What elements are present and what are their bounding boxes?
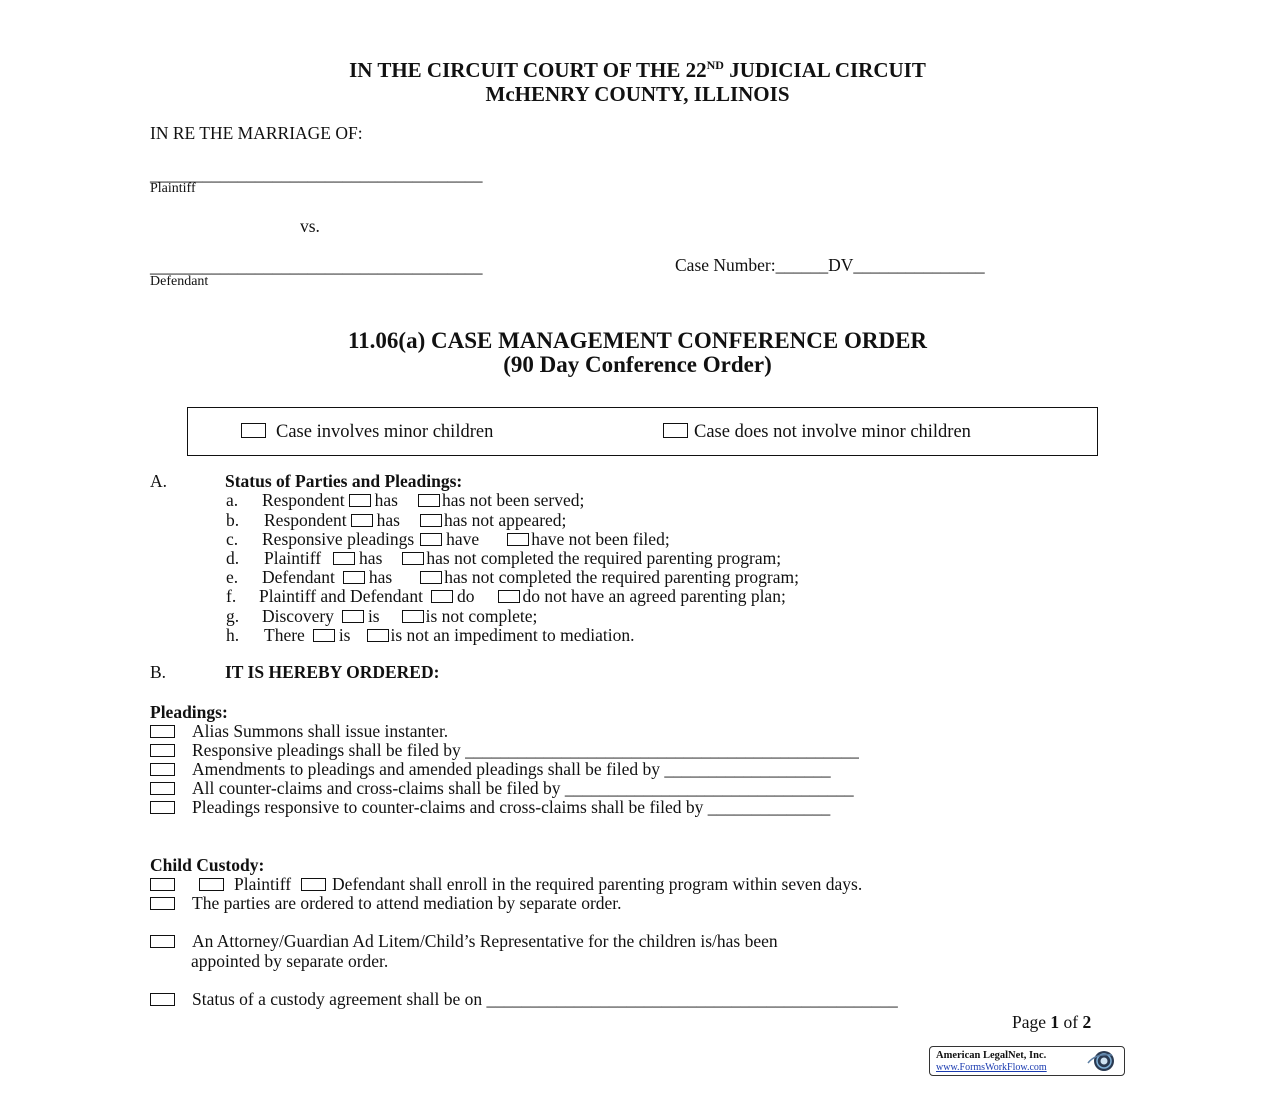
pleadings-item-text: All counter-claims and cross-claims shall be filed by _________________________________ [192,778,854,798]
status-option-no: is not an impediment to mediation. [390,625,635,645]
status-item-subject: There [264,625,305,645]
status-option-no: has not completed the required parenting program; [444,567,799,587]
custody-status-item[interactable]: Status of a custody agreement shall be on _______________________________________________ [150,989,898,1010]
status-item-letter: g. [226,606,240,626]
pleadings-item[interactable] [150,778,854,799]
status-item-letter: h. [226,625,240,645]
status-option-no: have not been filed; [531,529,670,549]
checkbox[interactable] [150,878,175,891]
enroll-parenting-program-item[interactable]: Plaintiff Defendant shall enroll in the required parenting program within seven days. [150,874,862,895]
status-option-yes: is [367,606,380,626]
checkbox[interactable] [313,629,335,642]
section-a-heading: Status of Parties and Pleadings: [225,471,463,491]
status-item [226,625,635,646]
checkbox[interactable] [150,993,175,1006]
checkbox[interactable] [241,423,266,438]
status-item-subject: Discovery [262,606,334,626]
status-item-letter: d. [226,548,240,568]
status-option-yes: is [338,625,351,645]
status-option-yes: has [359,548,383,568]
checkbox[interactable] [663,423,688,438]
checkbox[interactable] [431,590,453,603]
status-option-yes: has [368,567,393,587]
pleadings-item-text: Responsive pleadings shall be filed by _____________________________________________ [192,740,859,760]
checkbox[interactable] [199,878,224,891]
globe-icon [1086,1049,1120,1073]
checkbox[interactable] [342,610,364,623]
status-option-no: has not been served; [441,490,585,510]
checkbox[interactable] [150,763,175,776]
status-item [226,606,537,627]
status-item [226,548,781,569]
status-item [226,567,799,588]
checkbox[interactable] [351,514,373,527]
checkbox[interactable] [498,590,520,603]
form-title: 11.06(a) CASE MANAGEMENT CONFERENCE ORDER [347,328,928,353]
guardian-ad-litem-item[interactable]: An Attorney/Guardian Ad Litem/Child’s Representative for the children is/has been [150,931,778,952]
pleadings-item[interactable] [150,721,448,742]
checkbox[interactable] [367,629,389,642]
checkbox[interactable] [333,552,355,565]
status-option-no: do not have an agreed parenting plan; [522,586,786,606]
status-option-yes: has [376,510,400,530]
checkbox[interactable] [150,725,175,738]
status-item [226,586,786,607]
status-item-subject: Respondent [262,490,345,510]
case-number-field[interactable]: Case Number:______DV_______________ [675,255,985,275]
section-b-heading: IT IS HEREBY ORDERED: [225,662,440,682]
pleadings-item[interactable] [150,740,859,761]
defendant-name-line[interactable]: ______________________________________ [150,256,483,276]
form-subtitle: (90 Day Conference Order) [503,352,772,377]
status-item-subject: Plaintiff [264,548,322,568]
status-item-subject: Plaintiff and Defendant [259,586,423,606]
status-option-yes: has [374,490,398,510]
option-no-minor-children[interactable]: Case does not involve minor children [663,422,971,443]
checkbox[interactable] [150,801,175,814]
american-legalnet-logo[interactable] [929,1046,1125,1076]
checkbox[interactable] [420,533,442,546]
checkbox[interactable] [420,571,442,584]
pleadings-item[interactable] [150,797,830,818]
status-option-yes: have [446,529,480,549]
status-option-no: has not completed the required parenting program; [426,548,782,568]
status-item-letter: c. [226,529,239,549]
option-involves-minor-children[interactable]: Case involves minor children [241,422,493,443]
child-custody-heading: Child Custody: [150,855,265,875]
checkbox[interactable] [402,552,424,565]
status-item-letter: b. [226,510,240,530]
status-item-subject: Defendant [262,567,335,587]
checkbox[interactable] [150,935,175,948]
status-option-no: has not appeared; [443,510,567,530]
county-heading: McHENRY COUNTY, ILLINOIS [485,82,790,106]
plaintiff-name-line[interactable]: ______________________________________ [150,164,483,184]
checkbox[interactable] [301,878,326,891]
status-item-letter: e. [226,567,239,587]
status-item-subject: Respondent [264,510,347,530]
checkbox[interactable] [402,610,424,623]
checkbox[interactable] [418,494,440,507]
court-heading: IN THE CIRCUIT COURT OF THE 22ND JUDICIAL CIRCUIT [349,58,926,82]
status-option-no: is not complete; [425,606,538,626]
checkbox[interactable] [150,744,175,757]
status-option-yes: do [456,586,475,606]
status-item-letter: a. [226,490,239,510]
pleadings-item[interactable] [150,759,831,780]
page-number: Page 1 of 2 [1012,1012,1092,1032]
guardian-ad-litem-line2: appointed by separate order. [191,951,389,971]
section-a-letter: A. [150,471,168,491]
checkbox[interactable] [150,897,175,910]
pleadings-heading: Pleadings: [150,702,228,722]
pleadings-item-text: Alias Summons shall issue instanter. [192,721,449,741]
plaintiff-label: Plaintiff [150,181,196,196]
logo-company-name: American LegalNet, Inc. [936,1050,1047,1061]
checkbox[interactable] [150,782,175,795]
checkbox[interactable] [420,514,442,527]
checkbox[interactable] [343,571,365,584]
vs-label: vs. [300,216,320,236]
status-item [226,529,670,550]
status-item-letter: f. [226,586,237,606]
defendant-label: Defendant [150,274,209,289]
checkbox[interactable] [349,494,371,507]
logo-website-link[interactable]: www.FormsWorkFlow.com [936,1062,1047,1073]
mediation-item[interactable]: The parties are ordered to attend mediation by separate order. [150,893,622,914]
status-item [226,510,566,531]
pleadings-item-text: Amendments to pleadings and amended pleadings shall be filed by ___________________ [192,759,831,779]
section-b-letter: B. [150,662,167,682]
pleadings-item-text: Pleadings responsive to counter-claims and cross-claims shall be filed by ______________ [192,797,831,817]
in-re-label: IN RE THE MARRIAGE OF: [150,123,363,143]
status-item [226,490,584,511]
status-item-subject: Responsive pleadings [262,529,415,549]
checkbox[interactable] [507,533,529,546]
